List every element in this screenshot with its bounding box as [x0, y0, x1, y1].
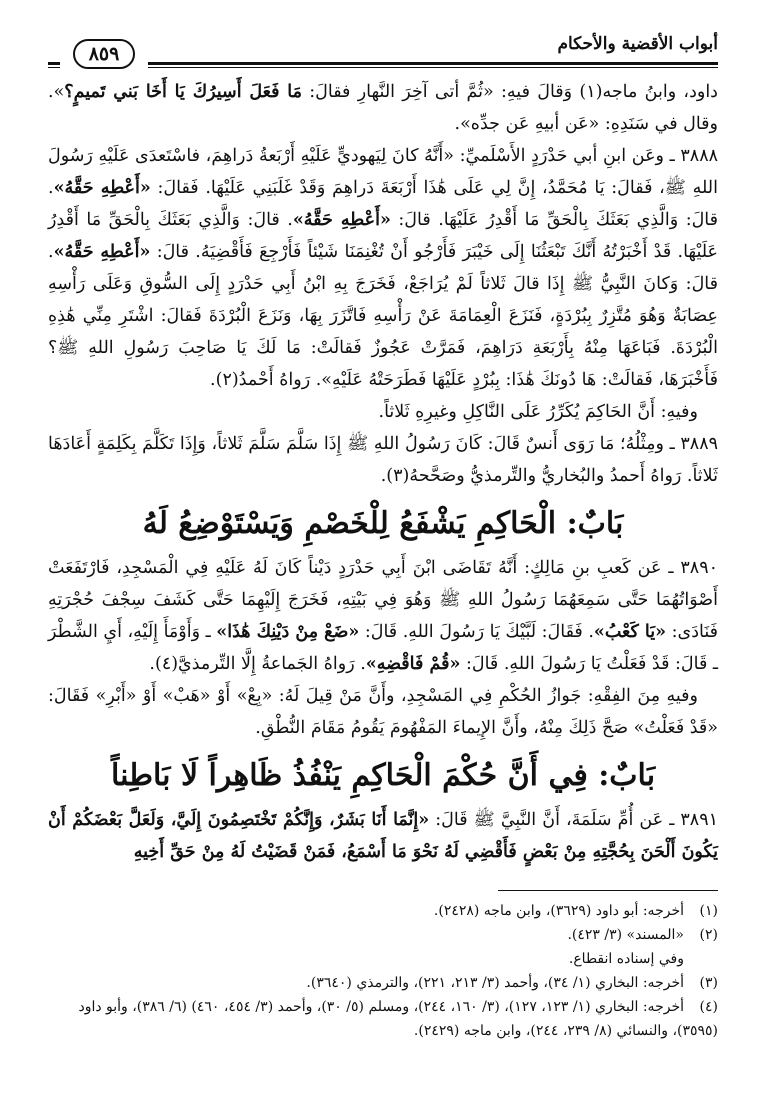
text-run: ٣٨٩٠ ـ عَن كَعبِ بنِ مَالِكٍ: أَنَّهُ تَقَاضَى ابْنَ أَبِي حَدْرَدٍ دَيْناً كَانَ لَهُ عَلَيْهِ فِي الْمَسْجِدِ، فَارْتَفَعَتْ أَصْوَاتُهُمَا حَتَّى سَمِعَهُمَا رَسُولُ اللهِ ﷺ وَهُوَ فِي بَيْتِهِ، فَخَرَجَ إِلَيْهِمَا حَتَّى كَشَفَ سِجْفَ حُجْرَتِهِ فَنَادَى:	[48, 558, 718, 642]
text-run: . قالَ: وَالَّذِي بَعَثَكَ بِالْحَقِّ مَا أَقْدِرُ عَلَيْهَا. قالَ:	[48, 178, 719, 230]
text-run: ٣٨٩١ ـ عَن أُمِّ سَلَمَةَ، أَنَّ النَّبِيَّ ﷺ قَالَ:	[429, 810, 718, 830]
paragraph-p4	[48, 428, 718, 492]
running-title: أبواب الأقضية والأحكام	[557, 34, 718, 54]
footnote-item	[48, 923, 718, 947]
prophetic-quote: مَا فَعَلَ أَسِيرُكَ يَا أَخَا بَني تَميمٍ؟	[64, 82, 302, 102]
paragraph-p5	[48, 552, 718, 680]
chapter-heading-intercession: بَابٌ: الْحَاكِمِ يَشْفَعُ لِلْخَصْمِ وَيَسْتَوْضِعُ لَهُ	[142, 506, 624, 541]
text-run: .	[149, 654, 155, 674]
footnote-number: (١)	[699, 903, 718, 919]
prophetic-quote: «أَعْطِهِ حَقَّهُ»	[53, 178, 151, 198]
text-run: . قالَ: وَكانَ النَّبِيُّ ﷺ إِذَا قالَ ثَلاثاً لَمْ يُرَاجَعْ، فَخَرَجَ بِهِ ابْنُ أَبِي حَدْرَدٍ إِلَى السُّوقِ وَعَلَى رَأْسِهِ عِصَابَةٌ وَهُوَ مُتَّزِرٌ بِبُرْدَةٍ، فَنَزَعَ الْعِمَامَةَ عَنْ رَأْسِهِ فَاتَّزَرَ بِهَا، وَنَزَعَ الْبُرْدَةَ فَقالَ: اشْتَرِ مِنِّي هَٰذِهِ الْبُرْدَةَ. فَبَاعَهَا مِنْهُ بِأَرْبَعَةِ دَرَاهِمَ، فَمَرَّتْ عَجُوزٌ فَقالَتْ: مَا لَكَ يَا صَاحِبَ رَسُولِ اللهِ ﷺ؟ فَأَخْبَرَهَا، فَقالَتْ: هَا دُونَكَ هَٰذَا: بِبُرْدٍ عَلَيْهَا فَطَرَحَتْهُ عَلَيْهِ». رَواهُ أَحْمدُ	[48, 242, 718, 390]
text-run: (٢)	[215, 370, 239, 390]
page-header	[48, 28, 718, 64]
text-run: وفيهِ: أَنَّ الحَاكِمَ يُكَرِّرُ عَلَى النَّاكِلِ وغيرِهِ ثَلاثاً.	[378, 402, 698, 422]
footnote-text: أخرجه: أبو داود (٣٦٢٩)، وابن ماجه (٢٤٢٨).	[433, 903, 684, 919]
footnote-text: أخرجه: البخاري (١/ ٣٤)، وأحمد (٣/ ٢١٣، ٢٢١)، والترمذي (٣٦٤٠).	[306, 975, 684, 991]
page-body	[48, 76, 718, 1043]
text-run: (٣)	[386, 466, 410, 486]
footnotes	[48, 899, 718, 1043]
footnote-item	[48, 899, 718, 923]
footnote-number: (٣)	[699, 975, 718, 991]
chapter-heading-judgment: بَابٌ: فِي أَنَّ حُكْمَ الْحَاكِمِ يَنْفُذُ ظَاهِراً لَا بَاطِناً	[110, 758, 656, 793]
text-run: ٣٨٨٩ ـ ومِثْلُهُ؛ مَا رَوَى أَنسٌ قَالَ: كَانَ رَسُولُ اللهِ ﷺ إِذَا سَلَّمَ سَلَّمَ ثَلاثاً، وَإِذَا تَكَلَّمَ بِكَلِمَةٍ أَعَادَهَا ثَلاثاً. رَواهُ أَحمدُ والبُخاريُّ والتِّرمذيُّ وصَحَّحهُ	[48, 434, 718, 486]
text-run: ». وقال في سَنَدِهِ: «عَن أبيهِ عَن جدِّه».	[48, 82, 718, 134]
paragraph-p1	[48, 76, 718, 140]
prophetic-quote: «ضَعْ مِنْ دَيْنِكَ هَٰذَا»	[216, 622, 360, 642]
prophetic-quote: «إِنَّمَا أَنَا بَشَرٌ، وَإِنَّكُمْ تَخْتَصِمُونَ إِلَيَّ، وَلَعَلَّ بَعْضَكُمْ أَنْ يَكُونَ أَلْحَنَ بِحُجَّتِهِ مِنْ بَعْضٍ فَأَقْضِي لَهُ نَحْوَ مَا أَسْمَعُ، فَمَنْ قَضَيْتُ لَهُ مِنْ حَقِّ أَخِيهِ	[48, 810, 718, 862]
text-run: وفيهِ مِنَ الفِقْهِ: جَوازُ الحُكْمِ فِي المَسْجِدِ، وأَنَّ مَنْ قِيلَ لَهُ: «بِعْ» أَوْ «هَبْ» أَوْ «أَبْرِ» فَقَالَ: «قَدْ فَعَلْتُ» صَحَّ ذَلِكَ مِنْهُ، وأَنَّ الإِيماءَ المَفْهُومَ يَقُومُ مَقَامَ النُّطْقِ.	[48, 686, 718, 738]
footnote-text: «المسند» (٣/ ٤٢٣).	[567, 927, 684, 943]
paragraph-p2	[48, 140, 718, 396]
prophetic-quote: «أَعْطِهِ حَقَّهُ»	[292, 210, 391, 230]
prophetic-quote: «أَعْطِهِ حَقَّهُ»	[53, 242, 151, 262]
text-run: . قالَ: وَالَّذِي بَعَثَكَ بِالْحَقِّ مَا أَقْدِرُ عَلَيْهَا. قَدْ أَخْبَرْتُهُ أَنَّكَ تَبْعَثُنَا إِلَى خَيْبَرَ فَأَرْجُو أَنْ تُغْنِمَنَا شَيْئاً فَأَرْجِعَ فَأَقْضِيَهُ. قالَ:	[48, 210, 719, 262]
footnote-text: أخرجه: البخاري (١/ ١٢٣، ١٢٧)، (٣/ ١٦٠، ٢٤٤)، ومسلم (٥/ ٣٠)، وأحمد (٣/ ٤٥٤، ٤٦٠) (٦/ ٣٨٦)، وأبو داود (٣٥٩٥)، والنسائي (٨/ ٢٣٩، ٢٤٤)، وابن ماجه (٢٤٢٩).	[78, 999, 718, 1039]
text-run: .	[380, 466, 387, 486]
text-run: .	[210, 370, 216, 390]
footnote-item	[48, 995, 718, 1043]
footnote-separator	[498, 890, 718, 891]
text-run: ٣٨٨٨ ـ وعَن ابنِ أبي حَدْرَدٍ الأَسْلَميِّ: «أَنَّهُ كانَ لِيَهوديٍّ عَلَيْهِ أَرْبَعةُ دَراهِمَ، فاسْتَعدَى عَلَيْهِ رَسُولَ اللهِ ﷺ، فَقالَ: يَا مُحَمَّدُ، إِنَّ لِي عَلَى هَٰذَا أَرْبَعَةَ دَراهِمَ وَقَدْ غَلَبَنِي عَلَيْهَا. فَقالَ:	[48, 146, 719, 198]
text-run: ـ وَأَوْمَأَ إِلَيْهِ، أَيِ الشَّطْرَ ـ قَالَ: قَدْ فَعَلْتُ يَا رَسُولَ اللهِ. قَالَ:	[48, 622, 718, 674]
header-rule-thick	[48, 62, 718, 65]
prophetic-quote: «يَا كَعْبُ»	[593, 622, 667, 642]
paragraph-p6	[48, 680, 718, 744]
paragraph-p3	[48, 396, 718, 428]
hadith-block-3	[48, 804, 718, 868]
prophetic-quote: «قُمْ فَاقْضِهِ»	[365, 654, 461, 674]
footnote-item	[48, 947, 718, 971]
hadith-block-1	[48, 76, 718, 492]
paragraph-p7	[48, 804, 718, 868]
footnote-item	[48, 971, 718, 995]
text-run: داود، وابنُ ماجه	[602, 82, 718, 102]
text-run: . فَقَالَ: لَبَّيْكَ يَا رَسُولَ اللهِ. قَالَ:	[359, 622, 594, 642]
text-run: . رَواهُ الجَماعةُ إِلَّا التِّرمذيَّ	[178, 654, 366, 674]
header-rule-thin	[48, 67, 718, 68]
hadith-block-2	[48, 552, 718, 744]
footnote-number: (٢)	[699, 927, 718, 943]
text-run: (١)	[579, 82, 603, 102]
text-run: (٤)	[154, 654, 179, 674]
footnote-number: (٤)	[699, 999, 718, 1015]
page-number: ٨٥٩	[73, 39, 136, 69]
footnote-text: وفي إسناده انقطاع.	[568, 951, 684, 967]
text-run: وَقالَ فيهِ: «ثُمَّ أتى آخِرَ النَّهارِ فقالَ:	[301, 82, 580, 102]
book-page	[48, 28, 718, 1088]
page-number-frame	[60, 38, 148, 70]
